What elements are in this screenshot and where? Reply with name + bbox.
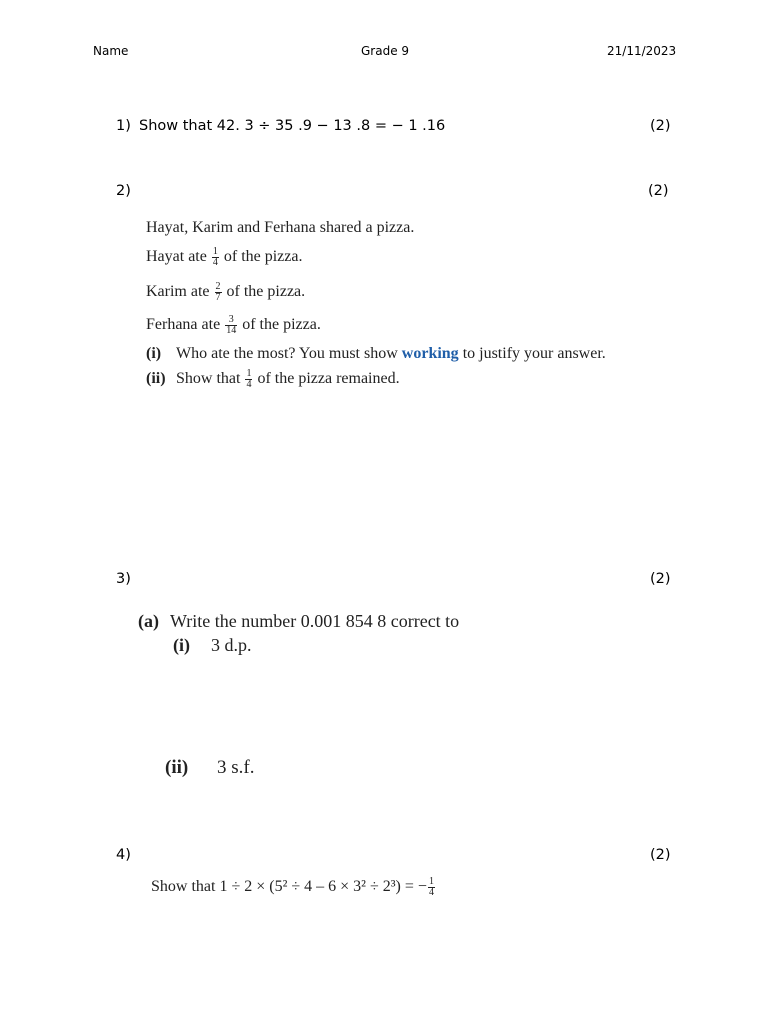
- q2-ferhana-pre: Ferhana ate: [146, 316, 221, 334]
- q2-karim-pre: Karim ate: [146, 283, 210, 301]
- q2-karim-line: [146, 282, 305, 303]
- q2-part-i: [146, 345, 606, 363]
- q2-part-ii-post: of the pizza remained.: [257, 370, 400, 388]
- q2-number: 2): [116, 183, 131, 199]
- q2-part-i-pre: Who ate the most? You must show: [176, 345, 398, 362]
- q2-hayat-post: of the pizza.: [223, 248, 303, 266]
- q3-part-a-label: (a): [138, 611, 159, 631]
- q4-text-pre: Show that 1 ÷ 2 × (5² ÷ 4 – 6 × 3² ÷ 2³) = −: [151, 878, 427, 896]
- q3-part-a: [138, 611, 459, 632]
- q2-part-i-emph: working: [401, 345, 459, 362]
- fraction-numerator: 2: [215, 281, 221, 292]
- q2-hayat-fraction: [212, 247, 219, 268]
- fraction-numerator: 1: [246, 368, 252, 379]
- q2-part-i-label: (i): [146, 345, 162, 362]
- fraction-numerator: 1: [428, 876, 434, 887]
- q2-marks: (2): [648, 183, 669, 199]
- q3-part-i-label: (i): [173, 635, 190, 655]
- header-date: 21/11/2023: [607, 44, 677, 58]
- q3-part-ii: [165, 757, 254, 779]
- q2-ferhana-line: [146, 315, 321, 336]
- q2-hayat-pre: Hayat ate: [146, 248, 207, 266]
- q3-part-a-text: Write the number 0.001 854 8 correct to: [170, 611, 460, 631]
- fraction-numerator: 3: [225, 315, 237, 326]
- header-name: Name: [93, 44, 129, 58]
- q2-part-ii: [146, 369, 400, 390]
- fraction-denominator: 4: [428, 887, 434, 898]
- q1-marks: (2): [650, 118, 671, 134]
- q4-fraction: [428, 877, 435, 898]
- q1-text: Show that 42. 3 ÷ 35 .9 − 13 .8 = − 1 .16: [139, 118, 446, 134]
- q2-part-ii-label: (ii): [146, 370, 166, 388]
- fraction-denominator: 14: [226, 325, 237, 336]
- q2-karim-post: of the pizza.: [226, 283, 306, 301]
- q3-part-ii-label: (ii): [165, 757, 189, 778]
- header-grade: Grade 9: [361, 44, 410, 58]
- q4-number: 4): [116, 847, 131, 863]
- q2-karim-fraction: [215, 282, 222, 303]
- q2-hayat-line: [146, 247, 302, 268]
- q3-part-ii-text: 3 s.f.: [217, 757, 255, 778]
- q3-part-i: [173, 635, 252, 656]
- q4-text: [151, 877, 436, 898]
- q2-part-ii-fraction: [245, 369, 252, 390]
- fraction-numerator: 1: [212, 246, 218, 257]
- fraction-denominator: 7: [215, 292, 221, 303]
- q2-ferhana-fraction: [225, 315, 237, 336]
- q1-number: 1): [116, 118, 131, 134]
- q4-marks: (2): [650, 847, 671, 863]
- q2-ferhana-post: of the pizza.: [242, 316, 321, 334]
- fraction-denominator: 4: [212, 257, 218, 268]
- q3-number: 3): [116, 571, 131, 587]
- q2-intro: Hayat, Karim and Ferhana shared a pizza.: [146, 219, 415, 236]
- q2-part-ii-pre: Show that: [176, 370, 241, 388]
- q3-part-i-text: 3 d.p.: [211, 635, 252, 655]
- q3-marks: (2): [650, 571, 671, 587]
- q2-part-i-post: to justify your answer.: [462, 345, 606, 362]
- fraction-denominator: 4: [246, 379, 252, 390]
